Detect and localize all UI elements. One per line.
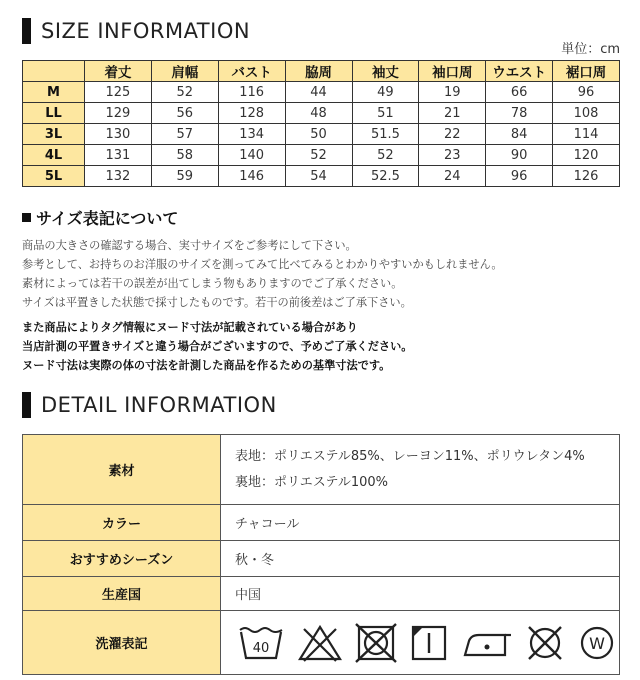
col-header: 肩幅 <box>151 61 218 82</box>
line-dry-shade-icon <box>409 623 449 663</box>
care-row <box>23 611 620 675</box>
col-header: ウエスト <box>486 61 553 82</box>
size-row <box>23 145 620 166</box>
size-label: 3L <box>23 124 85 145</box>
size-cell: 78 <box>486 103 553 124</box>
size-cell: 50 <box>285 124 352 145</box>
size-row <box>23 166 620 187</box>
size-cell: 48 <box>285 103 352 124</box>
origin-value: 中国 <box>221 577 620 611</box>
color-label: カラー <box>23 505 221 541</box>
color-row <box>23 505 620 541</box>
note-line: 素材によっては若干の誤差が出てしまう物もありますのでご了承ください。 <box>22 277 403 290</box>
size-cell: 146 <box>218 166 285 187</box>
square-bullet <box>22 213 31 222</box>
size-cell: 128 <box>218 103 285 124</box>
care-label: 洗濯表記 <box>23 611 221 675</box>
material-value <box>221 435 620 505</box>
size-notes-heading <box>22 206 178 229</box>
size-cell: 22 <box>419 124 486 145</box>
no-tumble-dry-icon <box>355 623 397 663</box>
iron-low-icon <box>461 625 513 661</box>
size-table-corner <box>23 61 85 82</box>
size-cell: 44 <box>285 82 352 103</box>
material-label: 素材 <box>23 435 221 505</box>
wet-clean-icon <box>577 623 617 663</box>
bold-note-line: また商品によりタグ情報にヌード寸法が記載されている場合があり <box>22 321 358 334</box>
size-cell: 108 <box>553 103 620 124</box>
size-cell: 131 <box>85 145 152 166</box>
material-line: 表地：ポリエステル85%、レーヨン11%、ポリウレタン4% <box>235 448 585 464</box>
wash-temp: 40 <box>252 640 270 656</box>
size-cell: 19 <box>419 82 486 103</box>
size-cell: 23 <box>419 145 486 166</box>
size-cell: 49 <box>352 82 419 103</box>
size-label: 5L <box>23 166 85 187</box>
unit-label: 単位：cm <box>561 42 620 57</box>
size-cell: 130 <box>85 124 152 145</box>
size-cell: 116 <box>218 82 285 103</box>
note-line: サイズは平置きした状態で採寸したものです。若干の前後差はご了承下さい。 <box>22 296 412 309</box>
bold-note-line: ヌード寸法は実際の体の寸法を計測した商品を作るための基準寸法です。 <box>22 359 391 372</box>
bold-note-line: 当店計測の平置きサイズと違う場合がございますので、予めご了承ください。 <box>22 340 413 353</box>
size-row <box>23 103 620 124</box>
section-bar <box>22 392 31 418</box>
size-cell: 51 <box>352 103 419 124</box>
wet-clean-letter: W <box>589 633 605 653</box>
care-icons <box>235 623 619 663</box>
size-cell: 21 <box>419 103 486 124</box>
size-cell: 134 <box>218 124 285 145</box>
detail-info-title: DETAIL INFORMATION <box>41 393 277 417</box>
col-header: 袖丈 <box>352 61 419 82</box>
size-cell: 54 <box>285 166 352 187</box>
size-row <box>23 82 620 103</box>
size-cell: 51.5 <box>352 124 419 145</box>
note-line: 参考として、お持ちのお洋服のサイズを測ってみて比べてみるとわかりやすいかもしれません。 <box>22 258 503 271</box>
size-cell: 52.5 <box>352 166 419 187</box>
size-table <box>22 60 620 187</box>
size-info-header <box>22 18 250 44</box>
no-dry-clean-icon <box>525 623 565 663</box>
size-cell: 96 <box>486 166 553 187</box>
material-line: 裏地：ポリエステル100% <box>235 474 388 490</box>
size-cell: 66 <box>486 82 553 103</box>
season-label: おすすめシーズン <box>23 541 221 577</box>
size-info-title: SIZE INFORMATION <box>41 19 251 43</box>
size-cell: 90 <box>486 145 553 166</box>
size-cell: 52 <box>151 82 218 103</box>
size-label: M <box>23 82 85 103</box>
size-cell: 129 <box>85 103 152 124</box>
size-cell: 52 <box>352 145 419 166</box>
note-line: 商品の大きさの確認する場合、実寸サイズをご参考にして下さい。 <box>22 239 357 252</box>
col-header: 脇周 <box>285 61 352 82</box>
care-value <box>221 611 620 675</box>
detail-table <box>22 434 620 675</box>
wash-40-icon <box>237 624 285 662</box>
size-cell: 114 <box>553 124 620 145</box>
season-row <box>23 541 620 577</box>
size-cell: 58 <box>151 145 218 166</box>
origin-label: 生産国 <box>23 577 221 611</box>
size-row <box>23 124 620 145</box>
size-cell: 120 <box>553 145 620 166</box>
size-cell: 132 <box>85 166 152 187</box>
size-label: 4L <box>23 145 85 166</box>
nude-size-notes <box>22 318 412 375</box>
section-bar <box>22 18 31 44</box>
col-header: バスト <box>218 61 285 82</box>
season-value: 秋・冬 <box>221 541 620 577</box>
size-label: LL <box>23 103 85 124</box>
size-cell: 126 <box>553 166 620 187</box>
size-cell: 140 <box>218 145 285 166</box>
size-cell: 125 <box>85 82 152 103</box>
size-cell: 52 <box>285 145 352 166</box>
size-cell: 96 <box>553 82 620 103</box>
col-header: 着丈 <box>85 61 152 82</box>
material-row <box>23 435 620 505</box>
col-header: 裾口周 <box>553 61 620 82</box>
no-bleach-icon <box>297 624 343 662</box>
size-cell: 84 <box>486 124 553 145</box>
color-value: チャコール <box>221 505 620 541</box>
detail-info-header <box>22 392 277 418</box>
col-header: 袖口周 <box>419 61 486 82</box>
size-notes-heading-text: サイズ表記について <box>36 209 179 228</box>
size-cell: 56 <box>151 103 218 124</box>
size-cell: 59 <box>151 166 218 187</box>
size-notes <box>22 236 503 312</box>
origin-row <box>23 577 620 611</box>
size-cell: 57 <box>151 124 218 145</box>
size-table-header-row <box>23 61 620 82</box>
size-cell: 24 <box>419 166 486 187</box>
